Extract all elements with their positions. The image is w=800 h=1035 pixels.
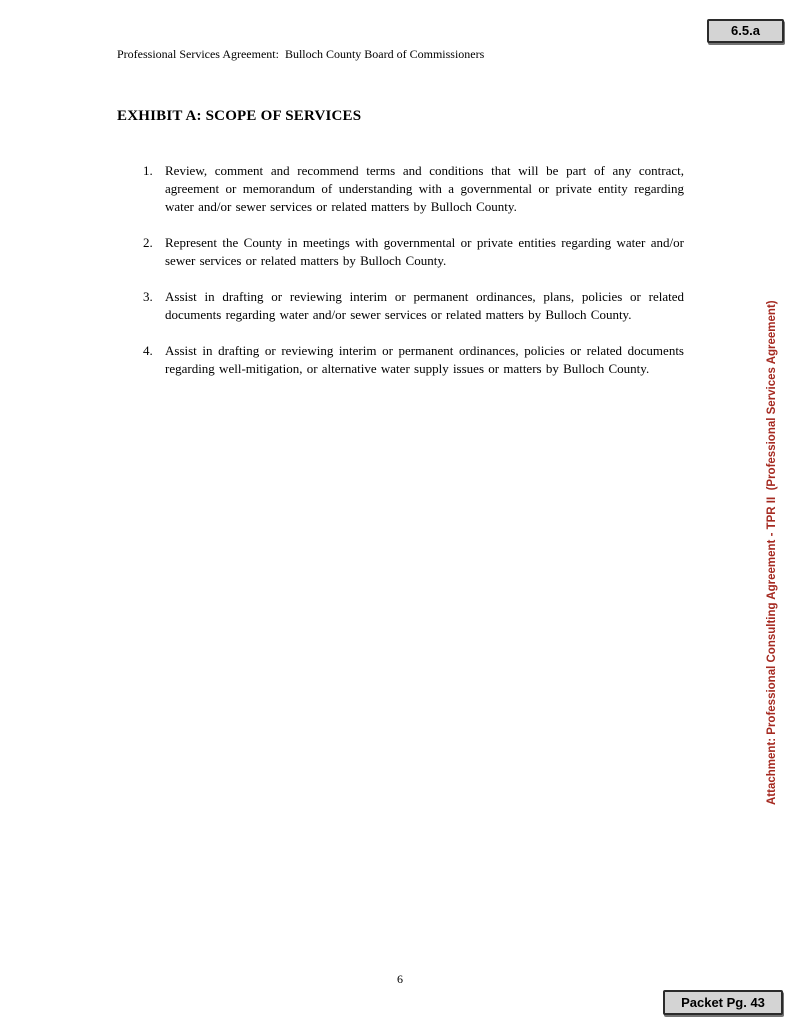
list-item-number: 3. [143, 289, 153, 304]
list-item-text: Assist in drafting or reviewing interim or permanent ordinances, plans, policies or related documents regarding water and/or sewer services or related matters by Bulloch County. [165, 289, 684, 322]
list-item-text: Represent the County in meetings with governmental or private entities regarding water and/or sewer services or related matters by Bulloch County. [165, 235, 684, 268]
scope-item-3 [143, 288, 684, 324]
scope-of-services-list [143, 162, 684, 396]
list-item-number: 2. [143, 235, 153, 250]
scope-item-1 [143, 162, 684, 216]
attachment-margin-note: Attachment: Professional Consulting Agreement - TPR II (Professional Services Agreement) [766, 300, 778, 805]
exhibit-title: EXHIBIT A: SCOPE OF SERVICES [117, 108, 362, 124]
scope-item-4 [143, 342, 684, 378]
document-header: Professional Services Agreement: Bulloch County Board of Commissioners [117, 47, 485, 61]
list-item-number: 1. [143, 163, 153, 178]
agenda-item-badge[interactable]: 6.5.a [707, 19, 784, 43]
list-item-text: Assist in drafting or reviewing interim or permanent ordinances, policies or related documents regarding well-mitigation, or alternative water supply issues or matters by Bulloch County. [165, 343, 684, 376]
list-item-text: Review, comment and recommend terms and conditions that will be part of any contract, agreement or memorandum of understanding with a governmental or private entity regarding water and/or sewer services or related matters by Bulloch County. [165, 163, 684, 214]
page-number: 6 [397, 972, 403, 986]
packet-page-badge[interactable]: Packet Pg. 43 [663, 990, 783, 1015]
scope-item-2 [143, 234, 684, 270]
list-item-number: 4. [143, 343, 153, 358]
